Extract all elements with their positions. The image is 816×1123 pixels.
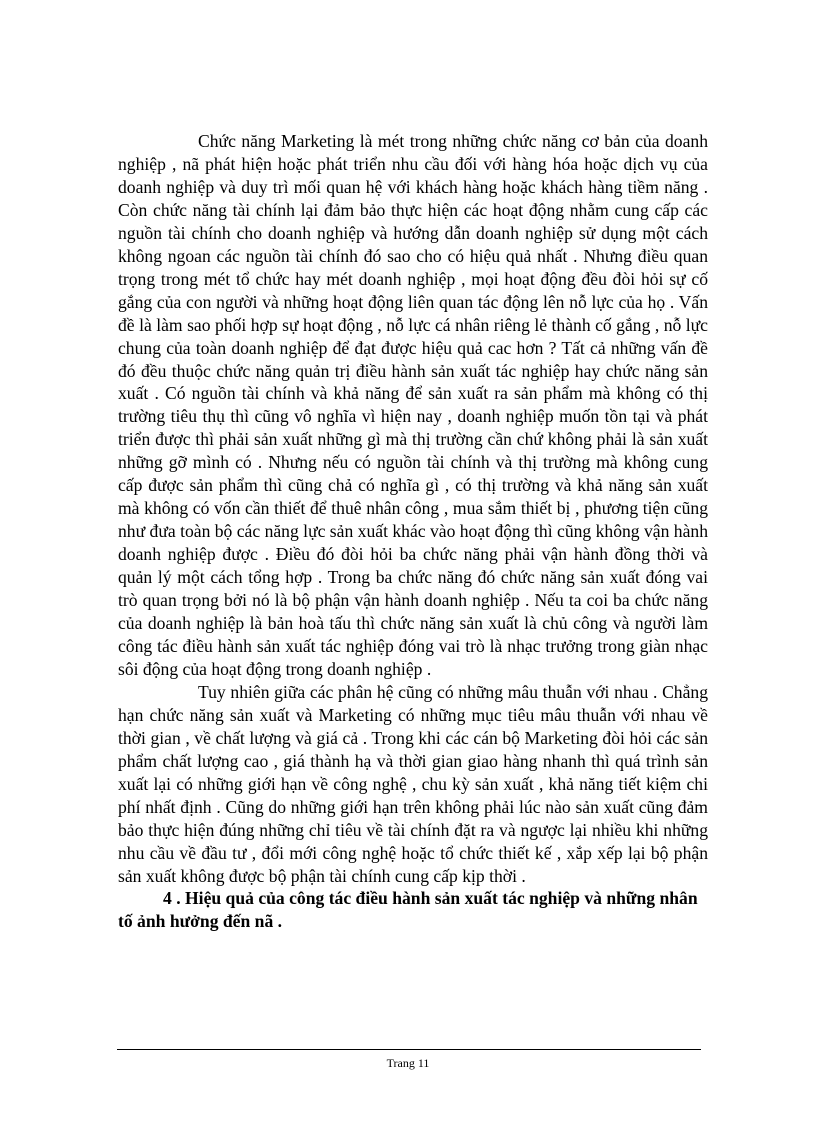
section-heading: 4 . Hiệu quả của công tác điều hành sản xuất tác nghiệp và những nhân tố ảnh hưởng đến nã . [118,888,698,932]
document-body [118,130,708,933]
footer-divider [117,1049,701,1050]
body-paragraph: Chức năng Marketing là mét trong những chức năng cơ bản của doanh nghiệp , nã phát hiện hoặc phát triển nhu cầu đối với hàng hóa hoặc dịch vụ của doanh nghiệp và duy trì mối quan hệ với khách hàng hoặc khách hàng tiềm năng . Còn chức năng tài chính lại đảm bảo thực hiện các hoạt động nhằm cung cấp các nguồn tài chính cho doanh nghiệp và hướng dẫn doanh nghiệp sử dụng một cách không ngoan các nguồn tài chính đó sao cho có hiệu quả nhất . Nhưng điều quan trọng trong mét tổ chức hay mét doanh nghiệp , mọi hoạt động đều đòi hỏi sự cố gắng của con người và những hoạt động liên quan tác động lên nỗ lực của họ . Vấn đề là làm sao phối hợp sự hoạt động , nỗ lực cá nhân riêng lẻ thành cố gắng , nỗ lực chung của toàn doanh nghiệp để đạt được hiệu quả cac hơn ? Tất cả những vấn đề đó đều thuộc chức năng quản trị điều hành sản xuất tác nghiệp hay chức năng sản xuất . Có nguồn tài chính và khả năng để sản xuất ra sản phẩm mà không có thị trường tiêu thụ thì cũng vô nghĩa vì hiện nay , doanh nghiệp muốn tồn tại và phát triển được thì phải sản xuất những gì mà thị trường cần chứ không phải là sản xuất những gỡ mình có . Nhưng nếu có nguồn tài chính và thị trường mà không cung cấp được sản phẩm thì cũng chả có nghĩa gì , có thị trường và khả năng sản xuất mà không có vốn cần thiết để thuê nhân công , mua sắm thiết bị , phương tiện cũng như đưa toàn bộ các năng lực sản xuất khác vào hoạt động thì cũng không vận hành doanh nghiệp được . Điều đó đòi hỏi ba chức năng phải vận hành đồng thời và quản lý một cách tổng hợp . Trong ba chức năng đó chức năng sản xuất đóng vai trò quan trọng bởi nó là bộ phận vận hành doanh nghiệp . Nếu ta coi ba chức năng của doanh nghiệp là bản hoà tấu thì chức năng sản xuất là chủ công và người làm công tác điều hành sản xuất tác nghiệp đóng vai trò là nhạc trưởng trong giàn nhạc sôi động của hoạt động trong doanh nghiệp . [118,131,708,679]
body-paragraph: Tuy nhiên giữa các phân hệ cũng có những mâu thuẫn với nhau . Chẳng hạn chức năng sản xuất và Marketing có những mục tiêu mâu thuẫn với nhau về thời gian , về chất lượng và giá cả . Trong khi các cán bộ Marketing đòi hỏi các sản phẩm chất lượng cao , giá thành hạ và thời gian giao hàng nhanh thì quá trình sản xuất lại có những giới hạn về công nghệ , chu kỳ sản xuất , khả năng tiết kiệm chi phí nhất định . Cũng do những giới hạn trên không phải lúc nào sản xuất cũng đảm bảo thực hiện đúng những chỉ tiêu về tài chính đặt ra và ngược lại nhiều khi những nhu cầu về đầu tư , đổi mới công nghệ hoặc tổ chức thiết kế , xắp xếp lại bộ phận sản xuất không được bộ phận tài chính cung cấp kịp thời . [118,681,708,886]
page-number: Trang 11 [386,1056,430,1070]
